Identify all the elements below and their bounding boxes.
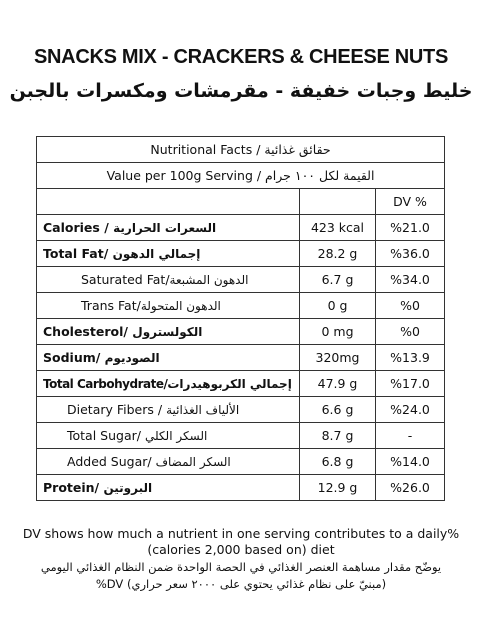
footnote-ar-line-1: يوضّح مقدار مساهمة العنصر الغذائي في الحصة الواحدة ضمن النظام الغذائي اليومي (40, 560, 442, 574)
nutrient-label: Total Fat/ إجمالي الدهون (37, 241, 300, 267)
nutrient-dv: %21.0 (376, 215, 445, 241)
nutrient-value: 0 mg (300, 319, 376, 345)
nutrition-facts-table (36, 136, 445, 501)
serving-row (37, 163, 445, 189)
nutrient-label: Cholesterol/ الكولسترول (37, 319, 300, 345)
nutrient-label: Calories / السعرات الحرارية (37, 215, 300, 241)
nutrient-dv: %0 (376, 293, 445, 319)
nutrient-dv: %36.0 (376, 241, 445, 267)
table-row (37, 423, 445, 449)
footnote-en-line-1: DV shows how much a nutrient in one serving contributes to a daily% (22, 526, 460, 541)
nutrient-dv: %14.0 (376, 449, 445, 475)
empty-cell (37, 189, 300, 215)
table-row (37, 397, 445, 423)
nutrient-label: Total Carbohydrate/إجمالي الكربوهيدرات (37, 371, 300, 397)
table-row (37, 215, 445, 241)
nutrient-dv: %0 (376, 319, 445, 345)
nutrient-dv: %13.9 (376, 345, 445, 371)
nutrient-dv: %17.0 (376, 371, 445, 397)
dv-header-row (37, 189, 445, 215)
nutrient-label: Protein/ البروتين (37, 475, 300, 501)
table-row (37, 319, 445, 345)
product-title-en: SNACKS MIX - CRACKERS & CHEESE NUTS (34, 46, 448, 68)
nutrient-label: Sodium/ الصوديوم (37, 345, 300, 371)
serving-size-label: Value per 100g Serving / القيمة لكل ١٠٠ جرام (37, 163, 445, 189)
nutrient-label: Trans Fat/الدهون المتحولة (37, 293, 300, 319)
nutrient-label: Added Sugar/ السكر المضاف (37, 449, 300, 475)
footnote-ar (20, 559, 462, 593)
table-row (37, 345, 445, 371)
nutrient-value: 12.9 g (300, 475, 376, 501)
footnote-en-line-2: (calories 2,000 based on) diet (147, 542, 335, 557)
nutrient-label: Saturated Fat/الدهون المشبعة (37, 267, 300, 293)
table-row (37, 267, 445, 293)
nutrient-value: 8.7 g (300, 423, 376, 449)
dv-header: DV % (376, 189, 445, 215)
nutrient-value: 47.9 g (300, 371, 376, 397)
nutrient-dv: %24.0 (376, 397, 445, 423)
nutrient-value: 28.2 g (300, 241, 376, 267)
nutrient-value: 423 kcal (300, 215, 376, 241)
nutrient-label: Dietary Fibers / الألياف الغذائية (37, 397, 300, 423)
empty-cell (300, 189, 376, 215)
nutritional-facts-header: Nutritional Facts / حقائق غذائية (37, 137, 445, 163)
nutrient-value: 6.8 g (300, 449, 376, 475)
table-row (37, 449, 445, 475)
table-row (37, 241, 445, 267)
table-header-row (37, 137, 445, 163)
table-row (37, 475, 445, 501)
nutrient-value: 6.7 g (300, 267, 376, 293)
nutrient-value: 6.6 g (300, 397, 376, 423)
nutrient-dv: - (376, 423, 445, 449)
nutrient-value: 0 g (300, 293, 376, 319)
product-title-ar: خليط وجبات خفيفة - مقرمشات ومكسرات بالجبن (9, 80, 473, 102)
nutrient-label: Total Sugar/ السكر الكلي (37, 423, 300, 449)
nutrient-dv: %26.0 (376, 475, 445, 501)
nutrient-value: 320mg (300, 345, 376, 371)
nutrient-dv: %34.0 (376, 267, 445, 293)
footnote-en (20, 526, 462, 558)
table-row (37, 293, 445, 319)
table-row (37, 371, 445, 397)
footnote-ar-line-2: (مبنيّ على نظام غذائي يحتوي على ٢٠٠٠ سعر حراري) DV% (95, 577, 387, 591)
